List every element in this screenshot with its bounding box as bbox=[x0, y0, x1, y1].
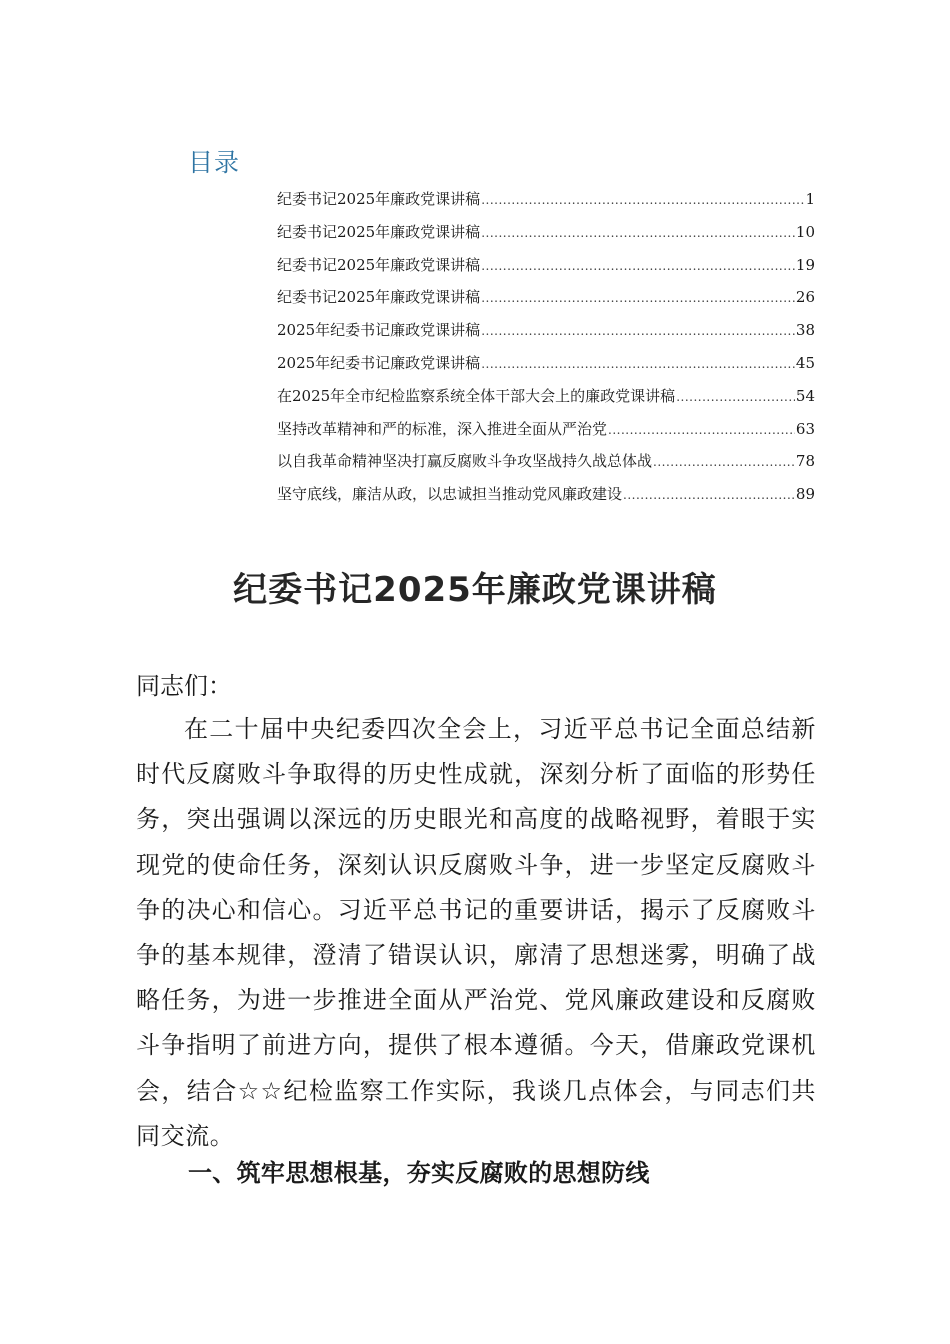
toc-entry-title: 在2025年全市纪检监察系统全体干部大会上的廉政党课讲稿 bbox=[277, 386, 676, 405]
toc-entry-page: 10 bbox=[795, 222, 815, 241]
section-heading: 一、筑牢思想根基，夯实反腐败的思想防线 bbox=[188, 1159, 650, 1187]
toc-dot-leader bbox=[653, 455, 795, 469]
toc-entry-title: 2025年纪委书记廉政党课讲稿 bbox=[277, 353, 481, 372]
toc-entry[interactable] bbox=[277, 188, 815, 221]
table-of-contents bbox=[277, 188, 815, 516]
toc-entry-title: 纪委书记2025年廉政党课讲稿 bbox=[277, 190, 481, 208]
toc-entry[interactable] bbox=[277, 385, 815, 418]
toc-entry-page: 63 bbox=[795, 419, 815, 438]
toc-entry[interactable] bbox=[277, 286, 815, 319]
toc-entry-title: 纪委书记2025年廉政党课讲稿 bbox=[277, 255, 481, 274]
toc-entry[interactable] bbox=[277, 254, 815, 287]
toc-entry-page: 1 bbox=[805, 190, 815, 208]
toc-entry-page: 54 bbox=[795, 386, 815, 405]
toc-entry[interactable] bbox=[277, 418, 815, 451]
toc-dot-leader bbox=[481, 259, 795, 273]
body-paragraph: 在二十届中央纪委四次全会上，习近平总书记全面总结新时代反腐败斗争取得的历史性成就，深刻分析了面临的形势任务，突出强调以深远的历史眼光和高度的战略视野，着眼于实现党的使命任务，深刻认识反腐败斗争，进一步坚定反腐败斗争的决心和信心。习近平总书记的重要讲话，揭示了反腐败斗争的基本规律，澄清了错误认识，廓清了思想迷雾，明确了战略任务，为进一步推进全面从严治党、党风廉政建设和反腐败斗争指明了前进方向，提供了根本遵循。今天，借廉政党课机会，结合☆☆纪检监察工作实际，我谈几点体会，与同志们共同交流。 bbox=[136, 715, 816, 1150]
salutation: 同志们： bbox=[136, 672, 232, 700]
toc-dot-leader bbox=[481, 324, 795, 338]
toc-dot-leader bbox=[676, 390, 795, 404]
toc-entry[interactable] bbox=[277, 352, 815, 385]
toc-entry[interactable] bbox=[277, 450, 815, 483]
toc-entry-page: 89 bbox=[795, 485, 815, 504]
toc-heading: 目录 bbox=[188, 148, 241, 177]
toc-dot-leader bbox=[623, 488, 795, 502]
toc-dot-leader bbox=[481, 193, 804, 207]
toc-entry-title: 坚持改革精神和严的标准，深入推进全面从严治党 bbox=[277, 419, 608, 438]
toc-entry-title: 坚守底线，廉洁从政，以忠诚担当推动党风廉政建设 bbox=[277, 485, 623, 504]
toc-dot-leader bbox=[481, 226, 795, 240]
document-title: 纪委书记2025年廉政党课讲稿 bbox=[233, 570, 717, 610]
toc-entry-page: 26 bbox=[795, 288, 815, 307]
toc-entry-page: 19 bbox=[795, 255, 815, 274]
toc-entry-page: 45 bbox=[795, 353, 815, 372]
toc-entry-title: 纪委书记2025年廉政党课讲稿 bbox=[277, 288, 481, 307]
toc-entry-page: 38 bbox=[795, 321, 815, 340]
toc-entry[interactable] bbox=[277, 483, 815, 516]
toc-entry[interactable] bbox=[277, 221, 815, 254]
toc-dot-leader bbox=[481, 291, 795, 305]
toc-entry-title: 纪委书记2025年廉政党课讲稿 bbox=[277, 222, 481, 241]
toc-dot-leader bbox=[608, 423, 795, 437]
toc-entry-page: 78 bbox=[795, 452, 815, 471]
toc-entry-title: 2025年纪委书记廉政党课讲稿 bbox=[277, 321, 481, 340]
toc-dot-leader bbox=[481, 357, 795, 371]
toc-entry[interactable] bbox=[277, 319, 815, 352]
toc-entry-title: 以自我革命精神坚决打赢反腐败斗争攻坚战持久战总体战 bbox=[277, 452, 653, 471]
